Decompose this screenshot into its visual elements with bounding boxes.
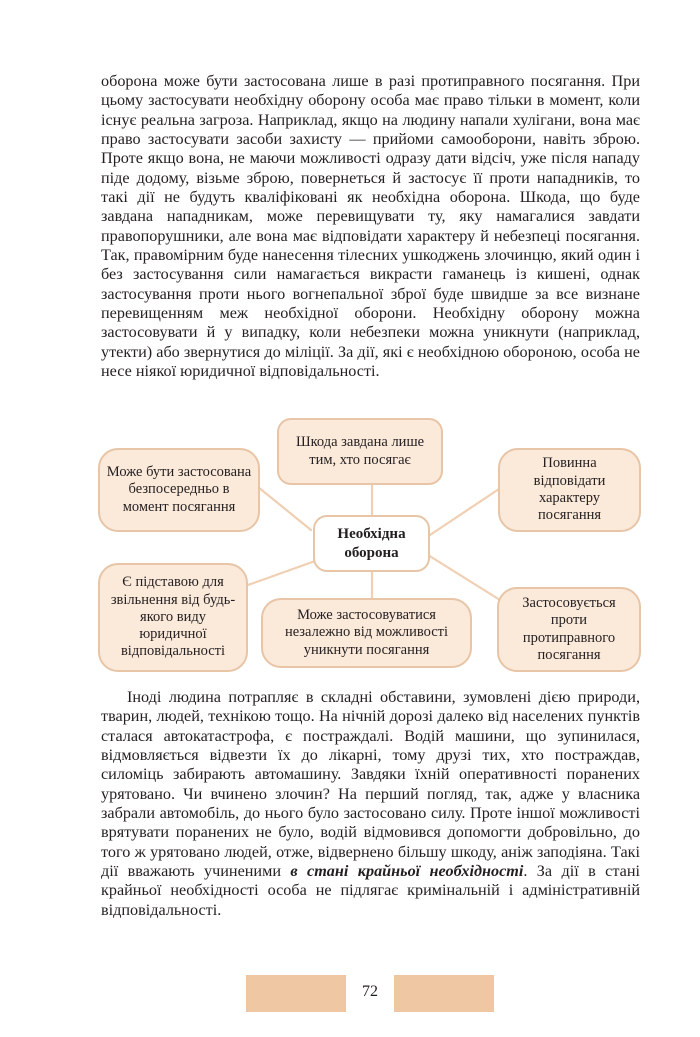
- diagram-box-left-top: Може бути застосована безпосередньо в момент посягання: [98, 448, 260, 532]
- diagram-box-right-top: Повинна відповідати характеру посягання: [498, 448, 641, 532]
- paragraph-extreme-necessity-start: Іноді людина потрапляє в складні обставини, зумовлені дією природи, тварин, людей, технікою тощо. На нічній дорозі далеко від населених пунктів сталася автокатастрофа, є постраждалі. Водій машини, що зупинилася, відмовляється відвезти їх до лікарні, тому друзі тих, хто постраждав, силоміць забирають автомашину. Завдяки їхній оперативності поранених урятовано. Чи вчинено злочин? На перший погляд, так, адже у власника забрали автомобіль, до нього було застосовано силу. Проте іншої можливості врятувати поранених не було, водій відмовився допомогти добровільно, до того ж урятовано людей, отже, відвернено більшу шкоду, аніж заподіяна. Такі дії вважають учиненими: [101, 688, 640, 881]
- diagram-box-right-bottom: Застосовується проти протиправного посягання: [497, 587, 641, 672]
- diagram-box-bottom: Може застосовуватися незалежно від можливості уникнути посягання: [261, 598, 472, 668]
- paragraph-self-defense: оборона може бути застосована лише в разі протиправного посягання. При цьому застосувати необхідну оборону особа має право тільки в момент, коли існує реальна загроза. Наприклад, якщо на людину напали хулігани, вона має право застосувати засоби захисту — прийоми самооборони, навіть зброю. Проте якщо вона, не маючи можливості одразу дати відсіч, уже після нападу піде додому, візьме зброю, повернеться й застосує її проти нападників, то такі дії не будуть кваліфіковані як необхідна оборона. Шкода, що буде завдана нападникам, може перевищувати ту, яку намагалися завдати правопорушники, але вона має відповідати характеру й небезпеці посягання. Так, правомірним буде нанесення тілесних ушкоджень злочинцю, який один і без застосування сили намагається викрасти гаманець із кишені, однак застосування проти нього вогнепальної зброї буде швидше за все визнане перевищенням меж необхідної оборони. Необхідну оборону можна застосовувати й у випадку, коли небезпеки можна уникнути (наприклад, утекти) або звернутися до міліції. За дії, які є необхідною обороною, особа не несе ніякої юридичної відповідальності.: [101, 72, 640, 381]
- footer-bar-left: [246, 975, 346, 1012]
- page-number: 72: [362, 983, 378, 1000]
- diagram-box-left-bottom: Є підставою для звільнення від будь-якого виду юридичної відповідальності: [98, 563, 248, 672]
- diagram-center-necessary-defense: Необхідна оборона: [313, 515, 430, 572]
- paragraph-extreme-necessity: [101, 688, 640, 920]
- paragraph-extreme-necessity-end: . За дії в стані крайньої необхідності особа не підлягає кримінальній і адміністративній відповідальності.: [101, 862, 640, 919]
- footer-bar-right: [394, 975, 494, 1012]
- term-extreme-necessity: в стані крайньої необхідності: [290, 862, 524, 881]
- diagram-box-top: Шкода завдана лише тим, хто посягає: [277, 418, 443, 485]
